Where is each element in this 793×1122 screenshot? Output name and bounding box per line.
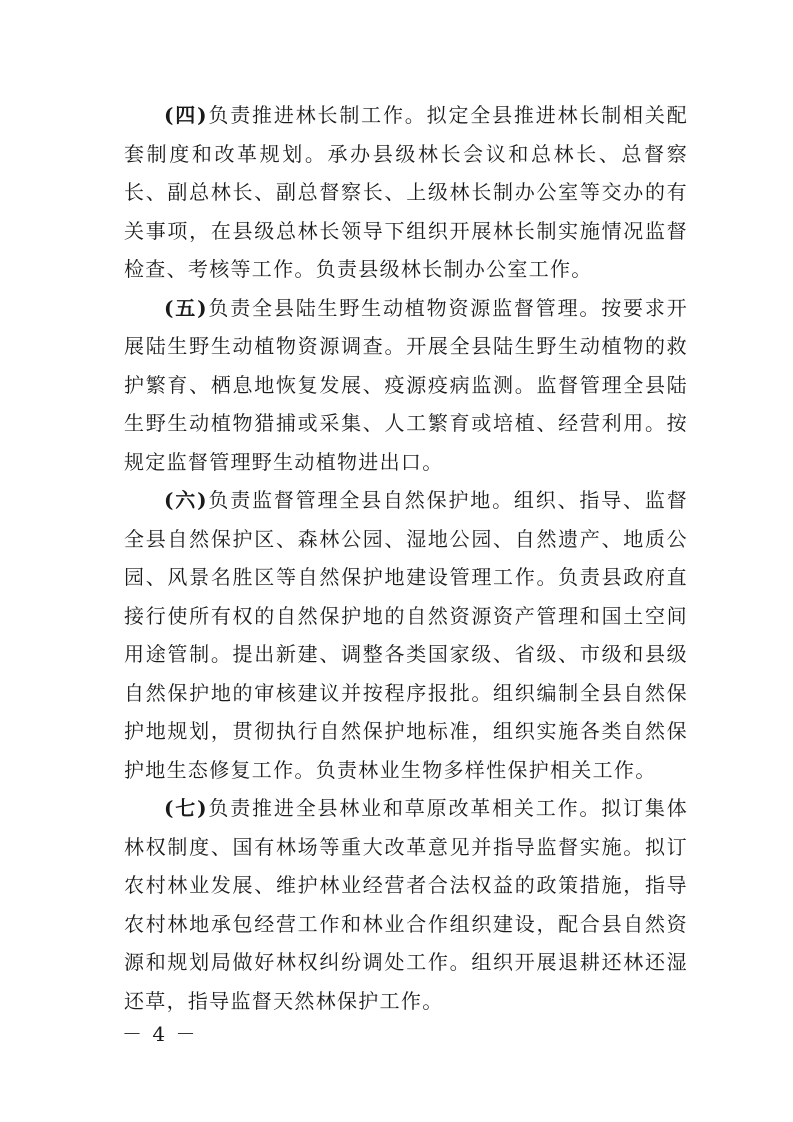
- paragraph-number: (四): [164, 103, 208, 127]
- paragraph-text: 负责监督管理全县自然保护地。组织、指导、监督全县自然保护区、森林公园、湿地公园、自然遗产、地质公园、风景名胜区等自然保护地建设管理工作。负责县政府直接行使所有权的自然保护地的自然资源资产管理和国土空间用途管制。提出新建、调整各类国家级、省级、市级和县级自然保护地的审核建议并按程序报批。组织编制全县自然保护地规划，贯彻执行自然保护地标准，组织实施各类自然保护地生态修复工作。负责林业生物多样性保护相关工作。: [124, 488, 688, 782]
- paragraph-five: [124, 289, 688, 482]
- paragraph-text: 负责全县陆生野生动植物资源监督管理。按要求开展陆生野生动植物资源调查。开展全县陆生野生动植物的救护繁育、栖息地恢复发展、疫源疫病监测。监督管理全县陆生野生动植物猎捕或采集、人工繁育或培植、经营利用。按规定监督管理野生动植物进出口。: [124, 295, 688, 474]
- paragraph-text: 负责推进全县林业和草原改革相关工作。拟订集体林权制度、国有林场等重大改革意见并指导监督实施。拟订农村林业发展、维护林业经营者合法权益的政策措施，指导农村林地承包经营工作和林业合作组织建设，配合县自然资源和规划局做好林权纠纷调处工作。组织开展退耕还林还湿还草，指导监督天然林保护工作。: [124, 796, 688, 1013]
- paragraph-number: (五): [164, 295, 208, 320]
- paragraph-seven: [124, 789, 688, 1020]
- paragraph-number: (六): [164, 488, 208, 512]
- paragraph-four: [124, 96, 688, 289]
- paragraph-number: (七): [164, 796, 208, 820]
- document-body: [124, 96, 688, 1020]
- page-number: － 4 －: [122, 1022, 198, 1046]
- paragraph-six: [124, 481, 688, 789]
- paragraph-text: 负责推进林长制工作。拟定全县推进林长制相关配套制度和改革规划。承办县级林长会议和总林长、总督察长、副总林长、副总督察长、上级林长制办公室等交办的有关事项，在县级总林长领导下组织开展林长制实施情况监督检查、考核等工作。负责县级林长制办公室工作。: [124, 103, 688, 281]
